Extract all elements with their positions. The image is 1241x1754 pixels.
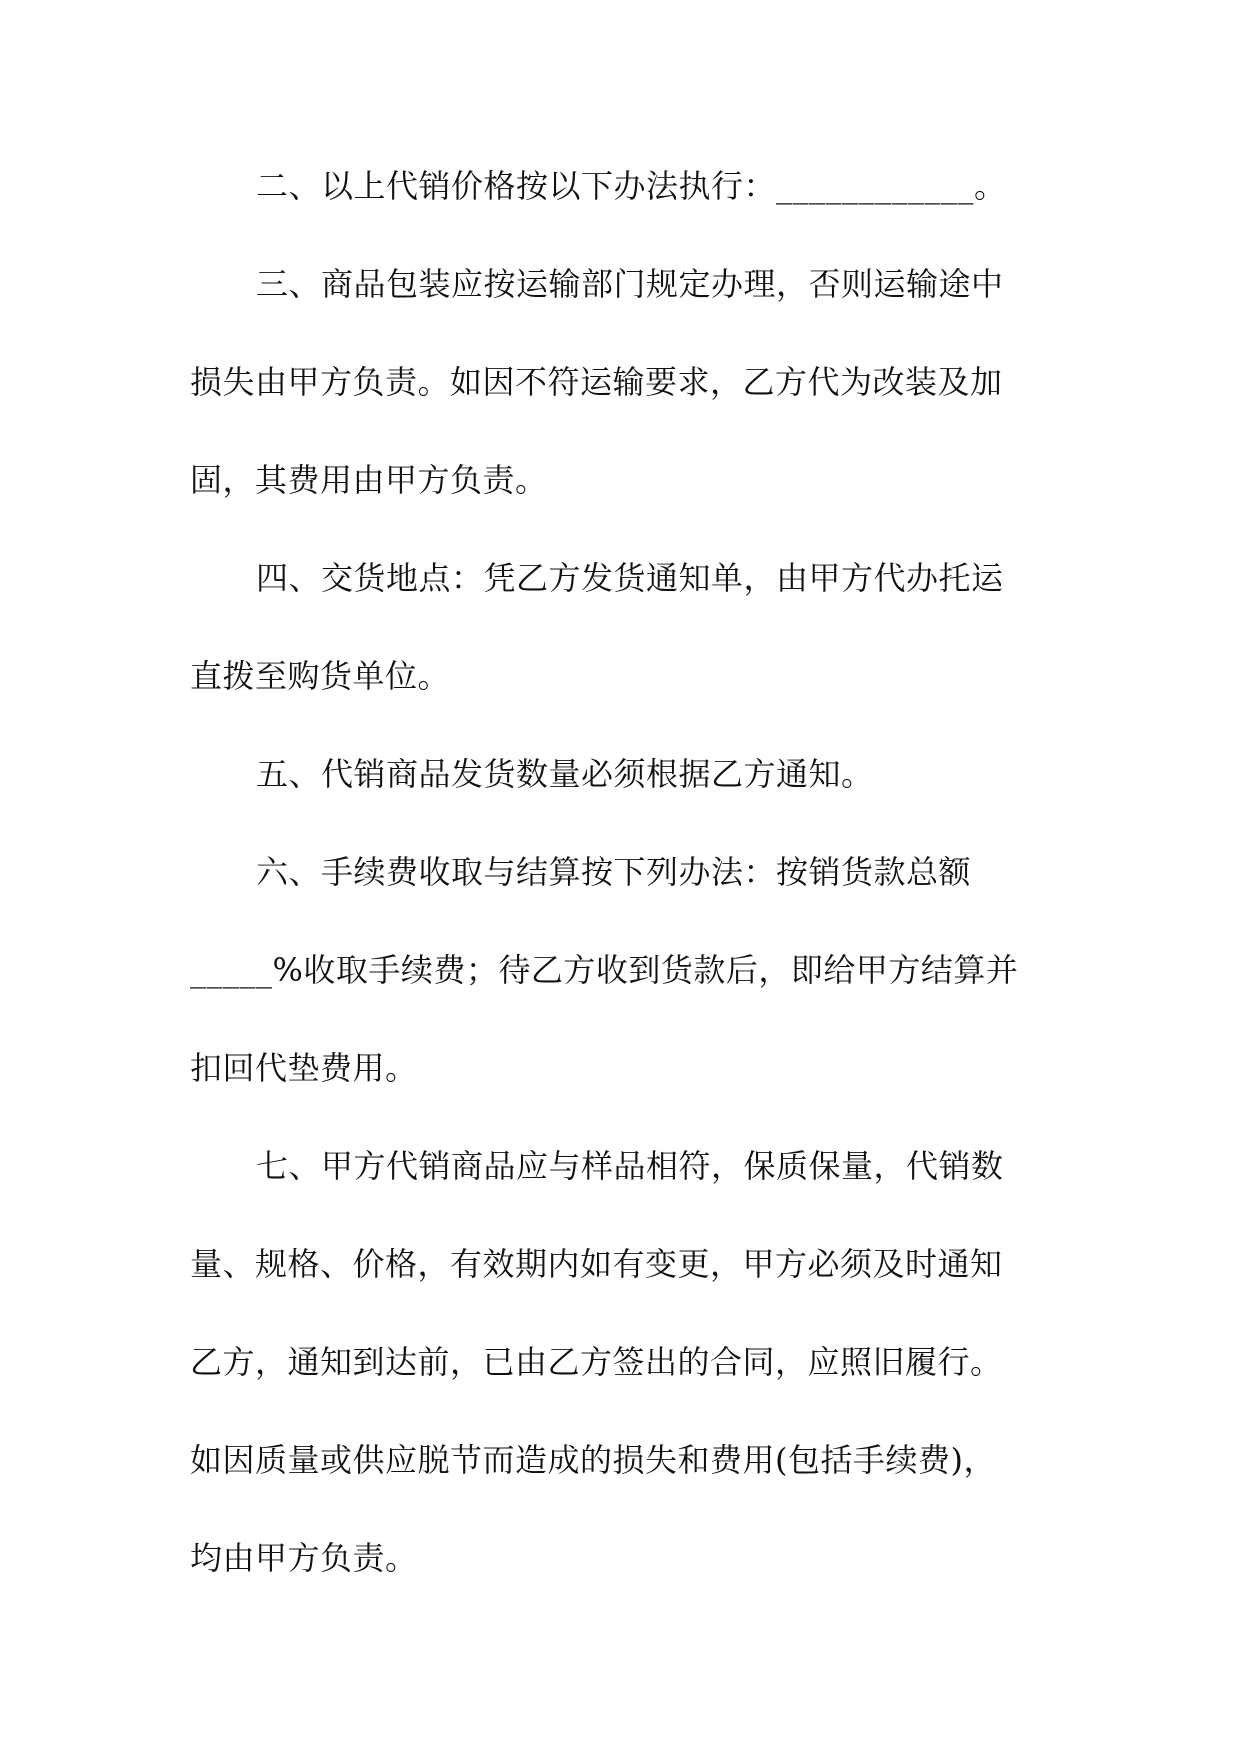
clause-6-line-3: 扣回代垫费用。 [190, 1049, 418, 1087]
clause-7-line-3: 乙方，通知到达前，已由乙方签出的合同，应照旧履行。 [190, 1343, 1003, 1381]
clause-7-line-2: 量、规格、价格，有效期内如有变更，甲方必须及时通知 [190, 1245, 1003, 1283]
clause-5-line-1: 五、代销商品发货数量必须根据乙方通知。 [256, 755, 874, 793]
clause-3-line-3: 固，其费用由甲方负责。 [190, 461, 548, 499]
clause-3-line-1: 三、商品包装应按运输部门规定办理，否则运输途中 [256, 265, 1004, 303]
clause-7-line-5: 均由甲方负责。 [190, 1539, 418, 1577]
clause-6-line-1: 六、手续费收取与结算按下列办法：按销货款总额 [256, 853, 972, 891]
clause-7-line-4: 如因质量或供应脱节而造成的损失和费用(包括手续费)， [190, 1441, 996, 1479]
clause-3-line-2: 损失由甲方负责。如因不符运输要求，乙方代为改装及加 [190, 363, 1003, 401]
clause-4-line-1: 四、交货地点：凭乙方发货通知单，由甲方代办托运 [256, 559, 1004, 597]
clause-2-line-1: 二、以上代销价格按以下办法执行：____________。 [256, 167, 1007, 205]
clause-6-line-2: _____%收取手续费；待乙方收到货款后，即给甲方结算并 [190, 951, 1019, 989]
clause-4-line-2: 直拨至购货单位。 [190, 657, 451, 695]
clause-7-line-1: 七、甲方代销商品应与样品相符，保质保量，代销数 [256, 1147, 1004, 1185]
document-body [190, 166, 1050, 1636]
